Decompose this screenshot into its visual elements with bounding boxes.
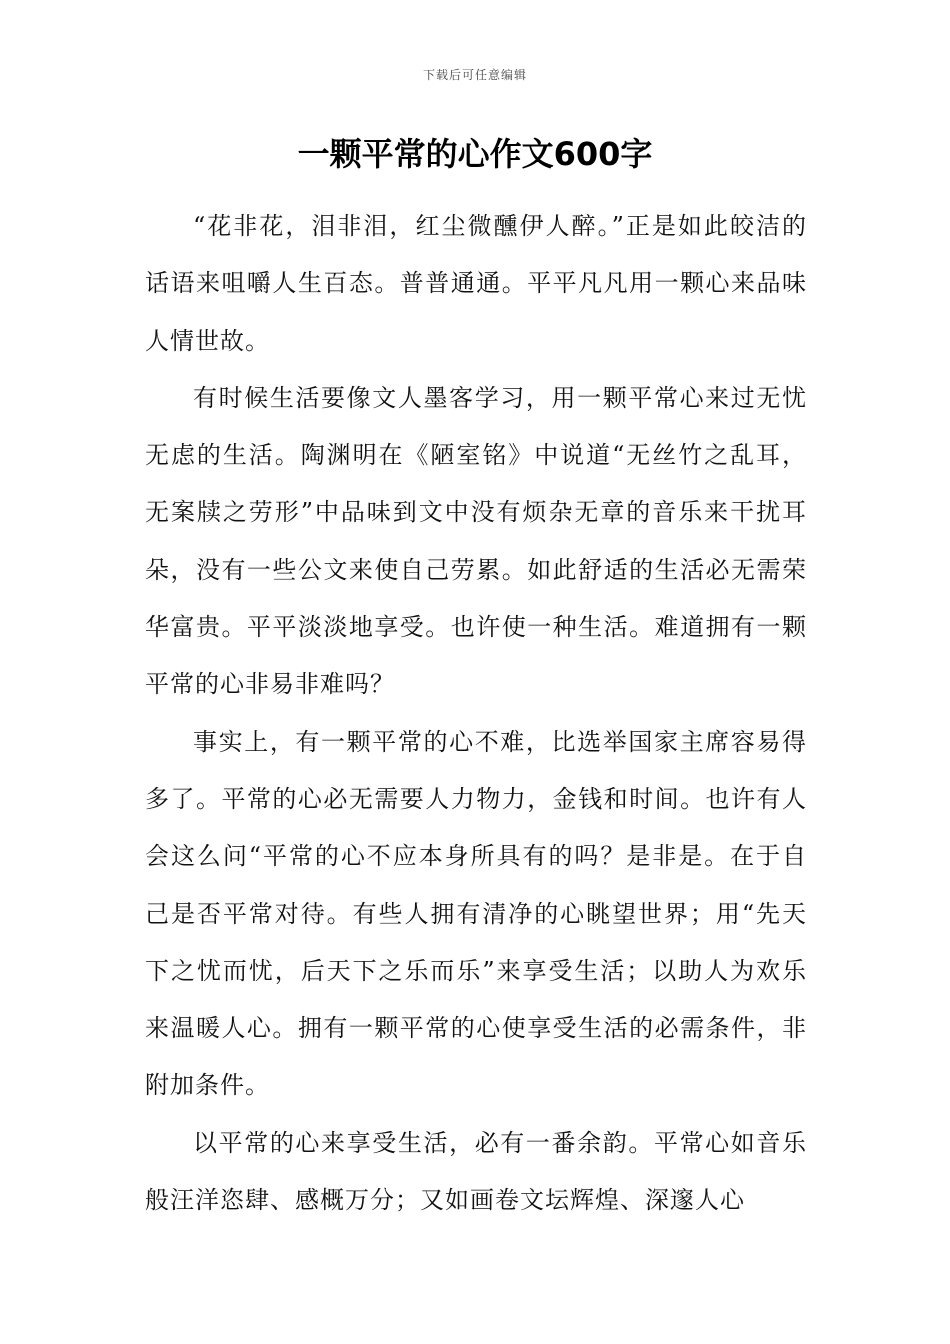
header-note: 下载后可任意编辑 (422, 68, 527, 82)
document-body (145, 198, 807, 1229)
paragraph-4: 以平常的心来享受生活，必有一番余韵。平常心如音乐般汪洋恣肆、感概万分；又如画卷文坛辉煌、深邃人心 (145, 1128, 807, 1215)
paragraph-3: 事实上，有一颗平常的心不难，比选举国家主席容易得多了。平常的心必无需要人力物力，金钱和时间。也许有人会这么问“平常的心不应本身所具有的吗？是非是。在于自己是否平常对待。有些人拥有清净的心眺望世界；用“先天下之忧而忧，后天下之乐而乐”来享受生活；以助人为欢乐来温暖人心。拥有一颗平常的心使享受生活的必需条件，非附加条件。 (145, 727, 807, 1100)
paragraph-1: “花非花，泪非泪，红尘微醺伊人醉。”正是如此皎洁的话语来咀嚼人生百态。普普通通。平平凡凡用一颗心来品味人情世故。 (145, 212, 807, 355)
page-title: 一颗平常的心作文600字 (297, 135, 653, 173)
paragraph-2: 有时候生活要像文人墨客学习，用一颗平常心来过无忧无虑的生活。陶渊明在《陋室铭》中说道“无丝竹之乱耳，无案牍之劳形”中品味到文中没有烦杂无章的音乐来干扰耳朵，没有一些公文来使自己劳累。如此舒适的生活必无需荣华富贵。平平淡淡地享受。也许使一种生活。难道拥有一颗平常的心非易非难吗？ (145, 383, 807, 699)
